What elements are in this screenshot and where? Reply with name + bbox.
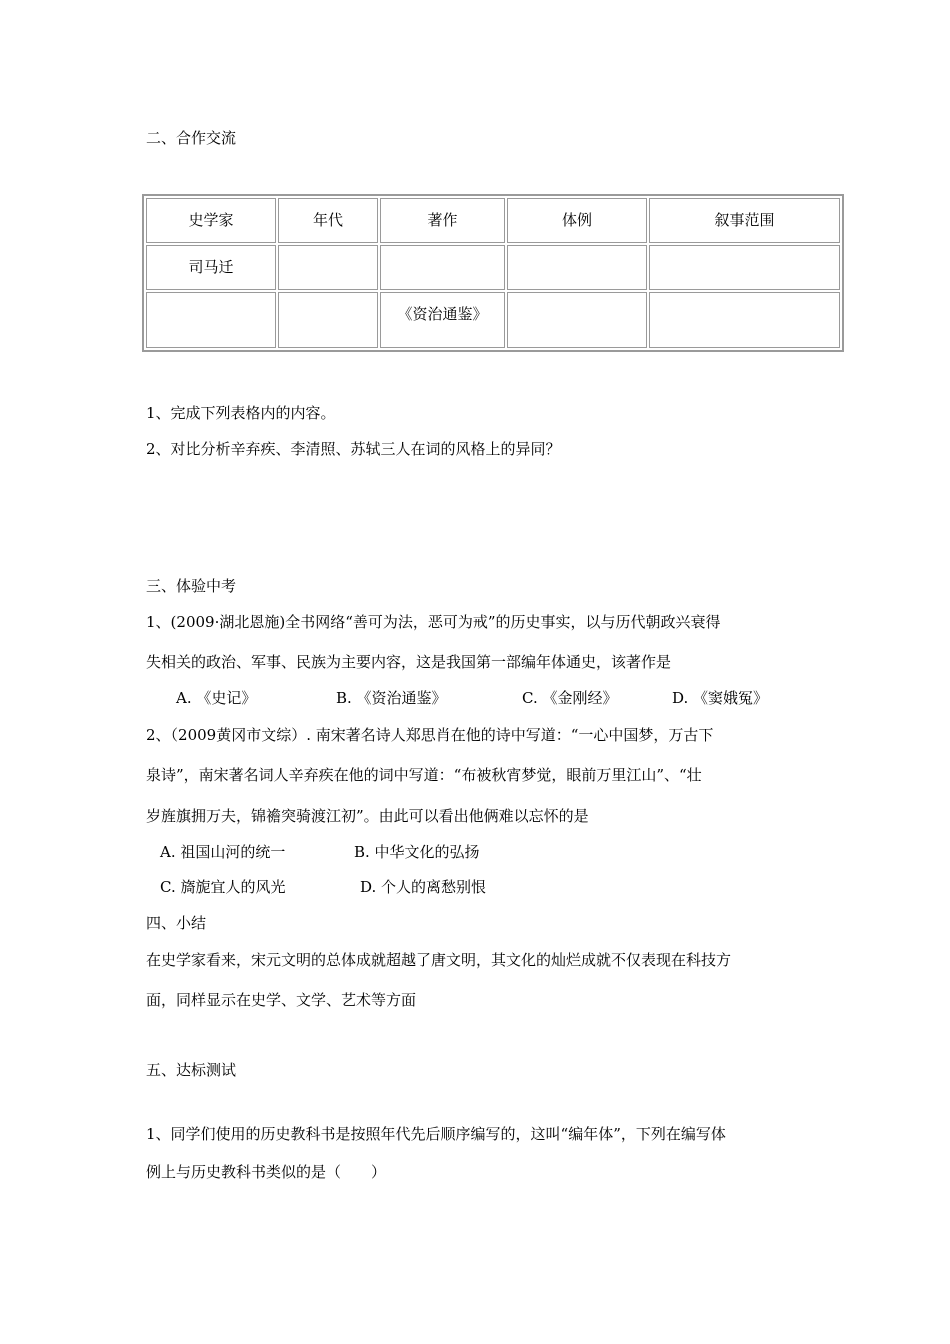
section-3-q2-line-1: 2、（2009黄冈市文综）. 南宋著名诗人郑思肖在他的诗中写道：“一心中国梦，万古下 — [146, 726, 714, 744]
table-header-row — [146, 198, 840, 243]
section-2-question-1: 1、完成下列表格内的内容。 — [146, 404, 336, 422]
q2-option-d: D. 个人的离愁别恨 — [360, 878, 487, 896]
table-cell — [507, 292, 647, 348]
q1-option-b: B. 《资治通鉴》 — [336, 689, 447, 707]
section-5-q1-line-2: 例上与历史教科书类似的是（ ） — [146, 1163, 387, 1181]
section-3-q1-line-1: 1、(2009·湖北恩施)全书网络“善可为法，恶可为戒”的历史事实，以与历代朝政兴衰得 — [146, 613, 721, 631]
table-cell — [278, 245, 378, 290]
section-3-q2-line-2: 泉诗”，南宋著名词人辛弃疾在他的词中写道：“布被秋宵梦觉，眼前万里江山”、“壮 — [146, 766, 702, 784]
table-cell — [649, 292, 840, 348]
table-cell — [146, 292, 276, 348]
section-4-title: 四、小结 — [146, 914, 207, 932]
section-3-q2-line-3: 岁旌旗拥万夫，锦襜突骑渡江初”。由此可以看出他俩难以忘怀的是 — [146, 807, 589, 825]
section-2-question-2: 2、对比分析辛弃疾、李清照、苏轼三人在词的风格上的异同？ — [146, 440, 561, 458]
table-row — [146, 245, 840, 290]
table-cell: 《资治通鉴》 — [380, 292, 505, 348]
section-2-title: 二、合作交流 — [146, 129, 237, 147]
table-header-cell: 著作 — [380, 198, 505, 243]
table-header-cell: 体例 — [507, 198, 647, 243]
q2-option-c: C. 旖旎宜人的风光 — [160, 878, 286, 896]
section-4-line-2: 面，同样显示在史学、文学、艺术等方面 — [146, 991, 417, 1009]
table-cell — [380, 245, 505, 290]
q1-option-c: C. 《金刚经》 — [522, 689, 618, 707]
table-cell: 司马迁 — [146, 245, 276, 290]
q2-option-b: B. 中华文化的弘扬 — [354, 843, 480, 861]
section-4-line-1: 在史学家看来，宋元文明的总体成就超越了唐文明，其文化的灿烂成就不仅表现在科技方 — [146, 951, 732, 969]
section-5-title: 五、达标测试 — [146, 1061, 237, 1079]
q1-option-a: A. 《史记》 — [176, 689, 257, 707]
section-3-title: 三、体验中考 — [146, 577, 237, 595]
table-row — [146, 292, 840, 348]
table-cell — [278, 292, 378, 348]
q2-option-a: A. 祖国山河的统一 — [160, 843, 286, 861]
table-header-cell: 年代 — [278, 198, 378, 243]
table-cell — [649, 245, 840, 290]
q1-option-d: D. 《窦娥冤》 — [672, 689, 769, 707]
table-header-cell: 史学家 — [146, 198, 276, 243]
table-header-cell: 叙事范围 — [649, 198, 840, 243]
section-3-q1-line-2: 失相关的政治、军事、民族为主要内容，这是我国第一部编年体通史，该著作是 — [146, 653, 672, 671]
table-cell — [507, 245, 647, 290]
historian-table — [142, 194, 844, 352]
section-5-q1-line-1: 1、同学们使用的历史教科书是按照年代先后顺序编写的，这叫“编年体”，下列在编写体 — [146, 1125, 726, 1143]
